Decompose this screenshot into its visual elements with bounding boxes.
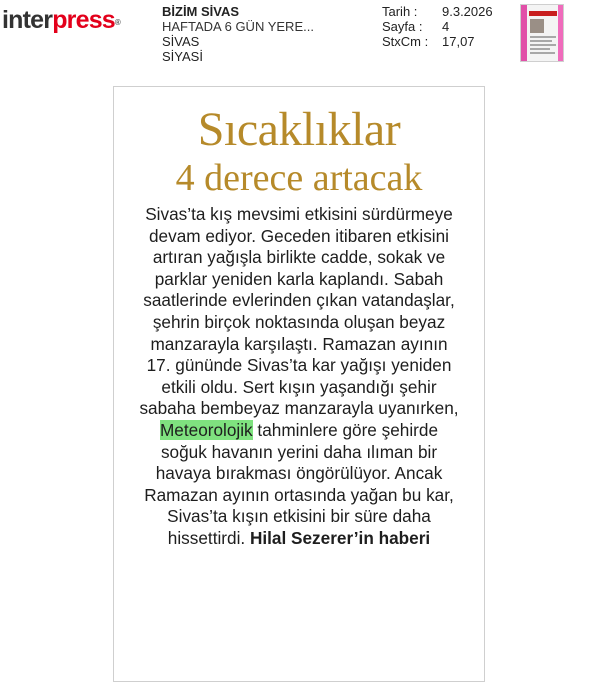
page-thumbnail[interactable] (520, 4, 564, 62)
fact-row-date (382, 4, 493, 19)
fact-value: 17,07 (442, 34, 475, 49)
highlighted-keyword: Meteorolojik (159, 419, 253, 440)
clip-headline: HAFTADA 6 GÜN YERE... (162, 19, 314, 34)
registered-mark: ® (114, 18, 121, 27)
fact-key: Sayfa : (382, 19, 423, 34)
logo-text-inter: inter (2, 6, 53, 34)
fact-value: 4 (442, 19, 450, 34)
article-title-line2: 4 derece artacak (175, 157, 423, 199)
thumbnail-text-line (530, 48, 550, 50)
clip-section: SİYASİ (162, 49, 203, 64)
fact-key: StxCm : (382, 34, 429, 49)
thumbnail-text-line (530, 36, 556, 38)
article-clipping (113, 86, 485, 682)
thumbnail-left-band (521, 5, 527, 61)
interpress-logo (2, 6, 120, 34)
article-title-line1: Sıcaklıklar (197, 103, 401, 156)
thumbnail-photo (530, 19, 544, 33)
fact-row-stxcm (382, 34, 493, 49)
fact-row-page (382, 19, 493, 34)
article-body-text: Sivas’ta kış mevsimi etkisini sürdürmeye devam ediyor. Geceden itibaren etkisini artıran yağışla birlikte cadde, sokak ve parklar yeniden karla kaplandı. Sabah saatlerinde evlerinden çıkan vatandaşlar, şehrin birçok noktasında oluşan beyaz manzarayla karşılaştı. Ramazan ayının 17. gününde Sivas’ta kar yağışı yeniden etkili oldu. Sert kışın yaşandığı şehir sabaha bembeyaz manzarayla uyanırken, (139, 204, 459, 419)
thumbnail-right-band (558, 5, 563, 61)
article-body (138, 204, 460, 550)
article-byline: Hilal Sezerer’in haberi (249, 527, 431, 548)
clip-city: SİVAS (162, 34, 200, 49)
thumbnail-headline-bar (529, 11, 557, 16)
clip-metadata (162, 4, 314, 64)
fact-value: 9.3.2026 (442, 4, 493, 19)
fact-key: Tarih : (382, 4, 418, 19)
thumbnail-text-line (530, 44, 556, 46)
article-body-text-continued: tahminlere göre şehirde soğuk havanın yerini daha ılıman bir havaya bırakması öngörülüyor. Ancak Ramazan ayının ortasında yağan bu kar, Sivas’ta kışın etkisini bir süre daha hissettirdi. (144, 419, 454, 548)
publication-name: BİZİM SİVAS (162, 4, 240, 19)
thumbnail-text-line (530, 40, 552, 42)
clip-facts (382, 4, 493, 49)
logo-text-press: press (52, 6, 115, 34)
thumbnail-text-line (530, 52, 555, 54)
